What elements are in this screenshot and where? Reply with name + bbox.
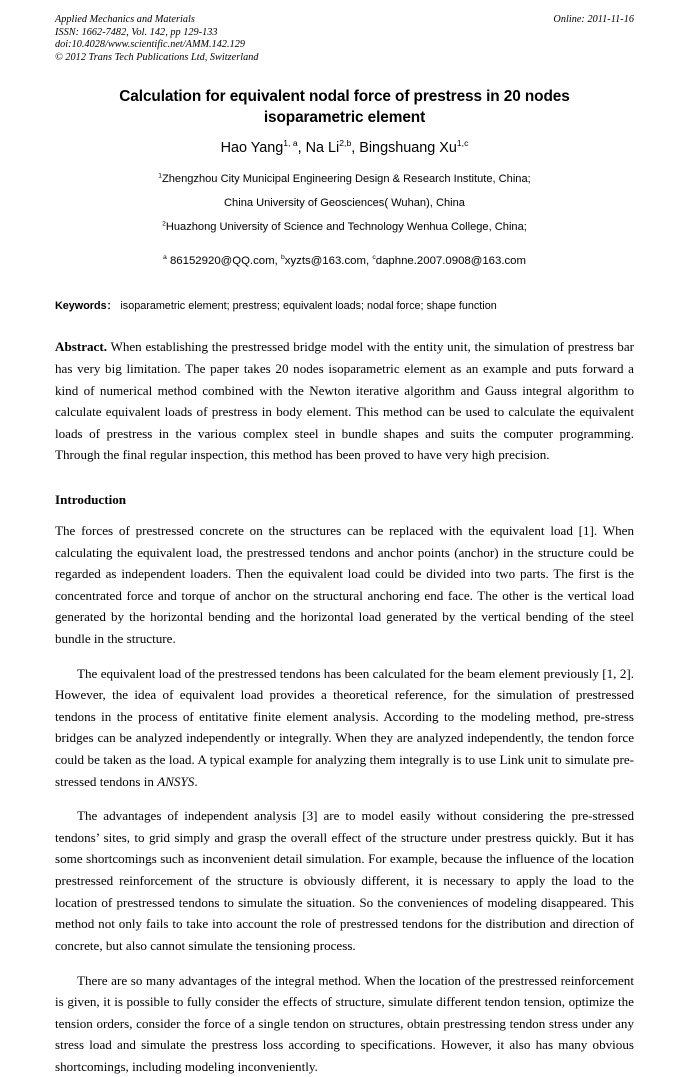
affiliation-item (55, 215, 634, 239)
affiliation-list (55, 167, 634, 239)
online-date: Online: 2011-11-16 (553, 14, 634, 27)
email-marker: a (163, 255, 167, 262)
paragraph (55, 663, 634, 793)
abstract-text: When establishing the prestressed bridge model with the entity unit, the simulation of prestress bar has very big limitation. The paper takes 20 nodes isoparametric element as an example and puts forward a kind of numerical method combined with the Newton iterative algorithm and Gauss integral algorithm to calculate equivalent loads of prestress in body element. This method can be used to calculate the equivalent loads of prestress in the various complex steel in bundle shapes and suits the computer programming. Through the final regular inspection, this method has been proved to have very high precision. (55, 339, 634, 462)
affiliation-text: Zhengzhou City Municipal Engineering Design & Research Institute, China; (162, 173, 531, 185)
keywords-value: isoparametric element; prestress; equivalent loads; nodal force; shape function (120, 300, 496, 312)
email-address[interactable]: xyzts@163.com, (285, 255, 369, 267)
author-entry (221, 140, 298, 156)
keywords-label: Keywords： (55, 300, 117, 312)
abstract-label: Abstract. (55, 339, 107, 354)
journal-name: Applied Mechanics and Materials (55, 14, 634, 27)
affiliation-marker: 1 (158, 173, 162, 180)
paragraph: The advantages of independent analysis [3] are to model easily without considering the pre-stressed tendons’ sites, to grid simply and grasp the overall effect of the structure under prestress quickly. But it has some shortcomings such as inconvenient detail simulation. For example, because the influence of the location prestressed reinforcement of the structure is obviously different, it is necessary to apply the load to the location of prestressed tendons to simulate the situation. So the conveniences of modeling disappeared. This method not only fails to take into account the role of prestressed tendons for the distribution and direction of concrete, but also cannot simulate the tensioning process. (55, 805, 634, 956)
keywords (55, 299, 634, 314)
author-marker: 1,c (457, 139, 469, 149)
author-entry (306, 140, 352, 156)
paragraph: There are so many advantages of the integral method. When the location of the prestressed reinforcement is given, it is possible to fully consider the effects of structure, simulate different tendon tension, optimize the tension orders, consider the force of a single tendon on structures, obtain prestressing tendon stress under any stress load and simulate the prestress loss according to specifications. However, it also has many obvious shortcomings, including modeling inconveniently. (55, 970, 634, 1077)
abstract (55, 336, 634, 466)
software-name: ANSYS (157, 774, 194, 789)
doi-line: doi:10.4028/www.scientific.net/AMM.142.129 (55, 39, 634, 52)
affiliation-item (55, 167, 634, 191)
affiliation-marker: 2 (162, 221, 166, 228)
copyright-line: © 2012 Trans Tech Publications Ltd, Switzerland (55, 52, 634, 65)
affiliation-item (55, 191, 634, 215)
affiliation-text: Huazhong University of Science and Technology Wenhua College, China; (166, 221, 527, 233)
affiliation-text: China University of Geosciences( Wuhan), China (224, 197, 465, 209)
page-title: Calculation for equivalent nodal force of prestress in 20 nodes isoparametric element (69, 86, 620, 128)
section-heading-introduction: Introduction (55, 491, 634, 508)
author-name: Hao Yang (221, 140, 284, 156)
author-marker: 1, a (283, 139, 297, 149)
email-marker: c (372, 255, 375, 262)
email-list (55, 253, 634, 269)
author-separator: , (351, 140, 359, 156)
author-list (55, 139, 634, 158)
paragraph-tail: . (194, 774, 197, 789)
author-name: Bingshuang Xu (359, 140, 457, 156)
paragraph: The forces of prestressed concrete on the structures can be replaced with the equivalent load [1]. When calculating the equivalent load, the prestressed tendons and anchor points (anchor) in the structure could be regarded as independent loaders. Then the equivalent load could be divided into two parts. The first is the concentrated force and torque of anchor on the structural anchoring end face. The other is the vertical load generated by the horizontal bending and the horizontal load generated by the vertical bending of the steel bundle in the structure. (55, 520, 634, 650)
email-address[interactable]: daphne.2007.0908@163.com (376, 255, 526, 267)
email-marker: b (281, 255, 285, 262)
paragraph-text: The equivalent load of the prestressed tendons has been calculated for the beam element previously [1, 2]. However, the idea of equivalent load provides a theoretical reference, for the simulation of prestressed tendons in the process of entitative finite element analysis. According to the modeling method, pre-stress bridges can be analyzed independently or integrally. When they are analyzed independently, the tendon force could be taken as the load. A typical example for analyzing them integrally is to use Link unit to simulate pre-stressed tendons in (55, 666, 634, 789)
masthead (55, 14, 634, 64)
author-entry (359, 140, 468, 156)
author-separator: , (298, 140, 306, 156)
author-name: Na Li (306, 140, 340, 156)
email-address[interactable]: 86152920@QQ.com, (170, 255, 278, 267)
author-marker: 2,b (339, 139, 351, 149)
issn-line: ISSN: 1662-7482, Vol. 142, pp 129-133 (55, 27, 634, 40)
